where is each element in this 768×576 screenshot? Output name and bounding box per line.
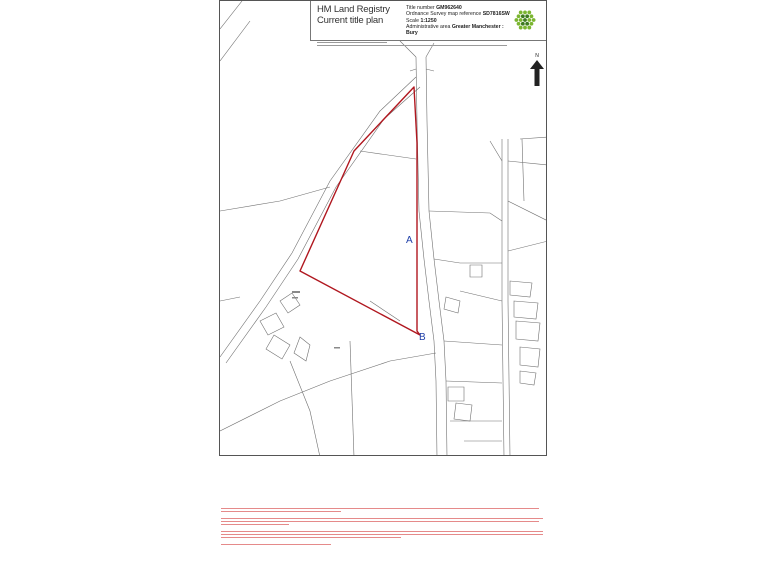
crest-dot bbox=[525, 22, 529, 26]
copyright-line bbox=[317, 42, 387, 43]
footer-paragraph bbox=[221, 518, 551, 525]
copyright-strip bbox=[315, 41, 547, 49]
building bbox=[520, 371, 536, 385]
building bbox=[516, 321, 540, 341]
north-label: N bbox=[535, 53, 539, 59]
os-ref: SD7816SW bbox=[482, 11, 510, 18]
crest-dot bbox=[521, 14, 525, 18]
parcel-boundary bbox=[446, 381, 502, 383]
title-plan-map bbox=[220, 1, 547, 456]
parcel-boundary bbox=[444, 341, 502, 345]
admin-area-line-2: Bury bbox=[406, 30, 418, 37]
crest-dot bbox=[519, 18, 523, 22]
field-boundary bbox=[220, 353, 436, 431]
crest-dot bbox=[517, 14, 521, 18]
footer-paragraph bbox=[221, 508, 551, 512]
building bbox=[294, 337, 310, 361]
building bbox=[280, 293, 300, 313]
field-boundary bbox=[220, 1, 242, 29]
title-boundary bbox=[300, 87, 420, 335]
crest-dot bbox=[523, 18, 527, 22]
hm-land-registry-crest-icon bbox=[510, 5, 540, 35]
crest-dot bbox=[525, 14, 529, 18]
footer-paragraph bbox=[221, 544, 551, 545]
field-boundary bbox=[220, 297, 240, 301]
field-boundary bbox=[360, 151, 416, 159]
crest-dot bbox=[521, 22, 525, 26]
field-boundary bbox=[220, 21, 250, 61]
os-ref-label: Ordnance Survey map reference bbox=[406, 11, 482, 18]
title-details bbox=[406, 5, 510, 36]
parcel-boundary bbox=[508, 241, 547, 251]
railway-west bbox=[502, 139, 504, 456]
parcel-boundary bbox=[490, 141, 502, 161]
crest-dot bbox=[530, 14, 534, 18]
parcel-boundary bbox=[429, 211, 502, 221]
field-boundary bbox=[290, 361, 320, 456]
map-annotation bbox=[334, 347, 340, 349]
footer-paragraph bbox=[221, 531, 551, 538]
plan-footer-notes bbox=[221, 508, 551, 545]
north-indicator bbox=[528, 53, 546, 87]
main-road-east-edge bbox=[426, 57, 447, 456]
parcel-boundary bbox=[508, 161, 547, 165]
crest-dot bbox=[523, 11, 527, 15]
crest-dot bbox=[519, 26, 523, 30]
point-label-b: B bbox=[419, 332, 426, 343]
copyright-line bbox=[317, 45, 507, 46]
crest-dot bbox=[523, 26, 527, 30]
crest-dot bbox=[527, 18, 531, 22]
building bbox=[510, 281, 532, 297]
admin-area-line-1: Greater Manchester : bbox=[451, 23, 504, 30]
title-number: GM962640 bbox=[436, 5, 462, 11]
brand-subtitle: Current title plan bbox=[317, 15, 384, 26]
title-plan-header bbox=[310, 1, 547, 41]
railway-east bbox=[508, 139, 510, 456]
scale-label: Scale bbox=[406, 17, 419, 24]
title-number-label: Title number bbox=[406, 5, 435, 11]
parcel-boundary bbox=[434, 259, 502, 263]
admin-area-label: Administrative area bbox=[406, 23, 451, 30]
building bbox=[266, 335, 290, 359]
crest-dot bbox=[527, 11, 531, 15]
building bbox=[514, 301, 538, 319]
building bbox=[444, 297, 460, 313]
building bbox=[260, 313, 284, 335]
parcel-boundary bbox=[460, 291, 502, 301]
map-annotation bbox=[292, 297, 298, 299]
crest-dot bbox=[517, 22, 521, 26]
parcel-boundary bbox=[520, 137, 547, 139]
parcel-boundary bbox=[508, 201, 547, 221]
field-boundary bbox=[350, 341, 354, 456]
scale-value: 1:1250 bbox=[420, 17, 437, 24]
building bbox=[448, 387, 464, 401]
map-annotation bbox=[292, 291, 300, 293]
crest-dot bbox=[519, 11, 523, 15]
parcel-boundary bbox=[522, 139, 524, 201]
crest-dot bbox=[532, 18, 536, 22]
title-plan-sheet bbox=[219, 0, 547, 456]
building bbox=[470, 265, 482, 277]
crest-dot bbox=[530, 22, 534, 26]
north-arrow-icon bbox=[528, 58, 546, 88]
crest-dot bbox=[515, 18, 519, 22]
brand-name: HM Land Registry bbox=[317, 4, 390, 15]
diagonal-lane-south bbox=[226, 87, 420, 363]
building bbox=[454, 403, 472, 421]
crest-dot bbox=[527, 26, 531, 30]
diagonal-lane-north bbox=[220, 77, 416, 357]
point-label-a: A bbox=[406, 235, 413, 246]
field-boundary bbox=[220, 187, 330, 211]
building bbox=[520, 347, 540, 367]
